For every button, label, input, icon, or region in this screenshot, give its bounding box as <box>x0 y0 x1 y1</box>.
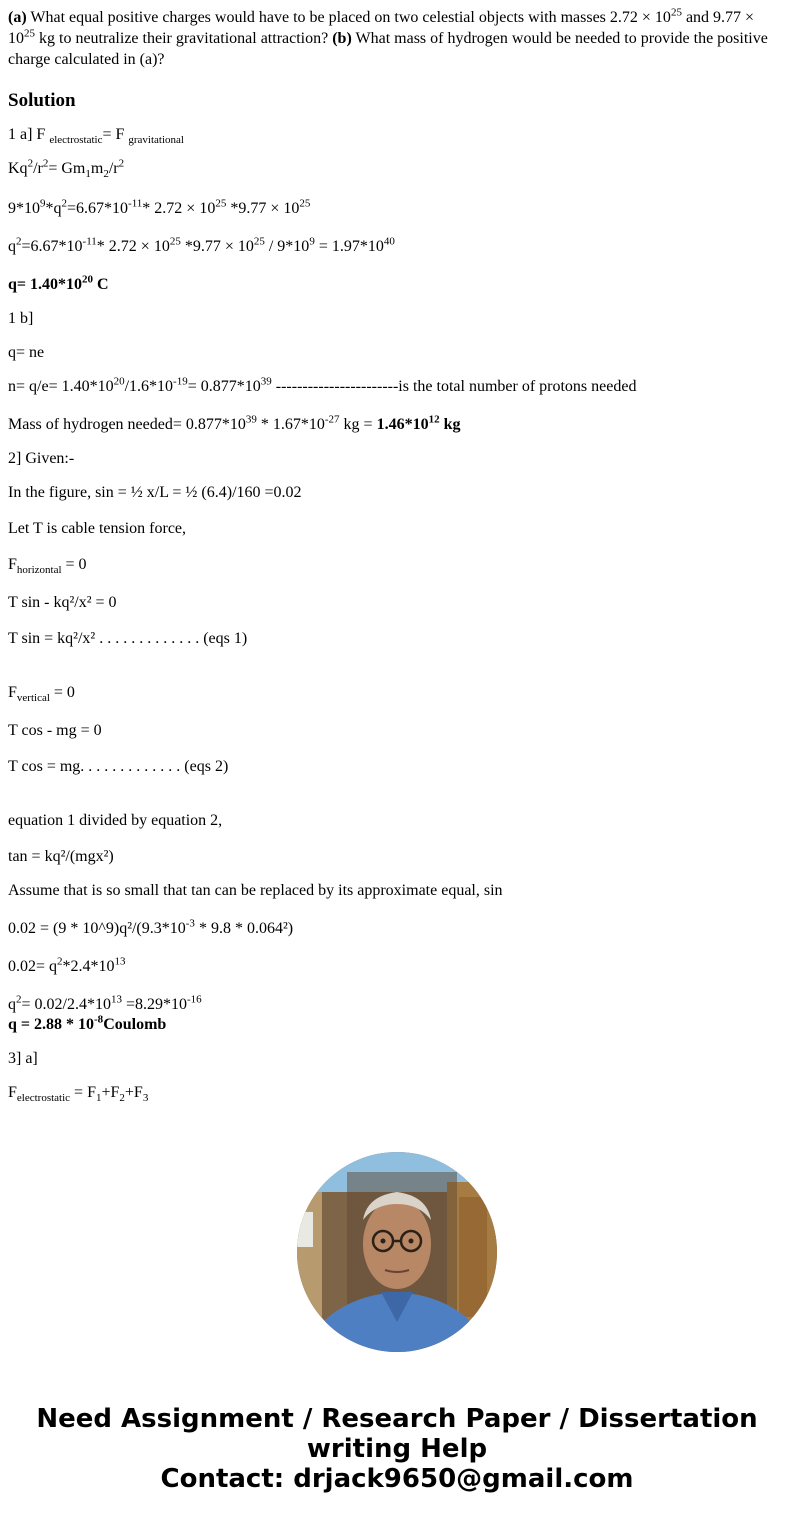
footer-line-2: writing Help <box>306 1434 488 1464</box>
solution-line: Let T is cable tension force, <box>8 520 187 538</box>
solution-line: $Kq^2/r^2= Gm_1m_2/r^2$ <box>8 158 125 181</box>
question-text: (a) What equal positive charges would have to be placed on two celestial objects with masses $2.72 \times 10^{25}$ and $9.77 \times 10^{25}$ kg to neutralize their gravitational attraction? (b) What mass of hydrogen would be needed to provide the positive charge calculated in (a)? <box>8 8 768 68</box>
solution-line: equation 1 divided by equation 2, <box>8 812 223 830</box>
solution-line: tan = kq²/(mgx²) <box>8 848 114 866</box>
solution-line: T cos - mg = 0 <box>8 722 102 740</box>
solution-line: T sin = kq²/x² . . . . . . . . . . . . . (eqs 1) <box>8 630 248 648</box>
solution-line: $0.02 = (9 * 10\^{}9)q^2/(9.3*10^{-3} * 9.8 * 0.064^2)$ <box>8 918 294 938</box>
solution-line: $F_{horizontal} = 0$ <box>8 556 87 577</box>
solution-content <box>8 8 778 1122</box>
solution-line: Assume that is so small that tan can be replaced by its approximate equal, sin <box>8 882 503 900</box>
solution-line-cut: $F_{electrostatic} = F_1+F_2+F_3$ <box>8 1084 149 1105</box>
author-avatar <box>297 1152 497 1352</box>
solution-line: 1 a] F $_{electrostatic}$= F $_{gravitational}$ <box>8 126 184 147</box>
result-q-line: $q= 1.40*10^{20}$ C <box>8 274 109 294</box>
solution-line: q= ne <box>8 344 45 362</box>
solution-line: In the figure, sin = ½ x/L = ½ (6.4)/160 =0.02 <box>8 484 302 502</box>
solution-heading: Solution <box>8 90 76 112</box>
solution-line: Mass of hydrogen needed= $0.877*10^{39} * 1.67*10^{-27}$ kg = $1.46*10^{12}$ kg <box>8 414 461 434</box>
solution-line: $q^2= 0.02/2.4*10^{13} =8.29*10^{-16}$ <box>8 994 202 1014</box>
solution-line: $0.02= q^2*2.4*10^{13}$ <box>8 956 126 976</box>
person-photo-icon <box>297 1152 497 1352</box>
solution-line: $n= q/e= 1.40*10^{20}/1.6*10^{-19}= 0.877*10^{39}$ -----------------------is the total number of protons needed <box>8 376 637 396</box>
solution-line: 1 b] <box>8 310 34 328</box>
solution-line: $q^2=6.67*10^{-11}*$ $2.72 \times 10^{25}$ $*9.77 \times 10^{25} / 9*10^9 = 1.97*10^{40}$ <box>8 236 395 256</box>
solution-line: T cos = mg. . . . . . . . . . . . . (eqs 2) <box>8 758 229 776</box>
footer-promo <box>0 1404 794 1494</box>
result-q2-line: $q = 2.88 * 10^{-8}Coulomb$ <box>8 1014 167 1034</box>
solution-line: $F_{vertical} = 0$ <box>8 684 75 705</box>
footer-contact: Contact: drjack9650@gmail.com <box>160 1464 634 1494</box>
part-a-label: (a) <box>8 9 27 26</box>
solution-line: 2] Given:- <box>8 450 75 468</box>
solution-line: T sin - kq²/x² = 0 <box>8 594 117 612</box>
solution-line: 3] a] <box>8 1050 38 1068</box>
part-b-label: (b) <box>332 29 352 47</box>
solution-line: $9*10^9*q^2=6.67*10^{-11}*$ $2.72 \times 10^{25}$ $*9.77 \times 10^{25}$ <box>8 198 311 218</box>
footer-line-1: Need Assignment / Research Paper / Dissertation <box>36 1404 758 1434</box>
